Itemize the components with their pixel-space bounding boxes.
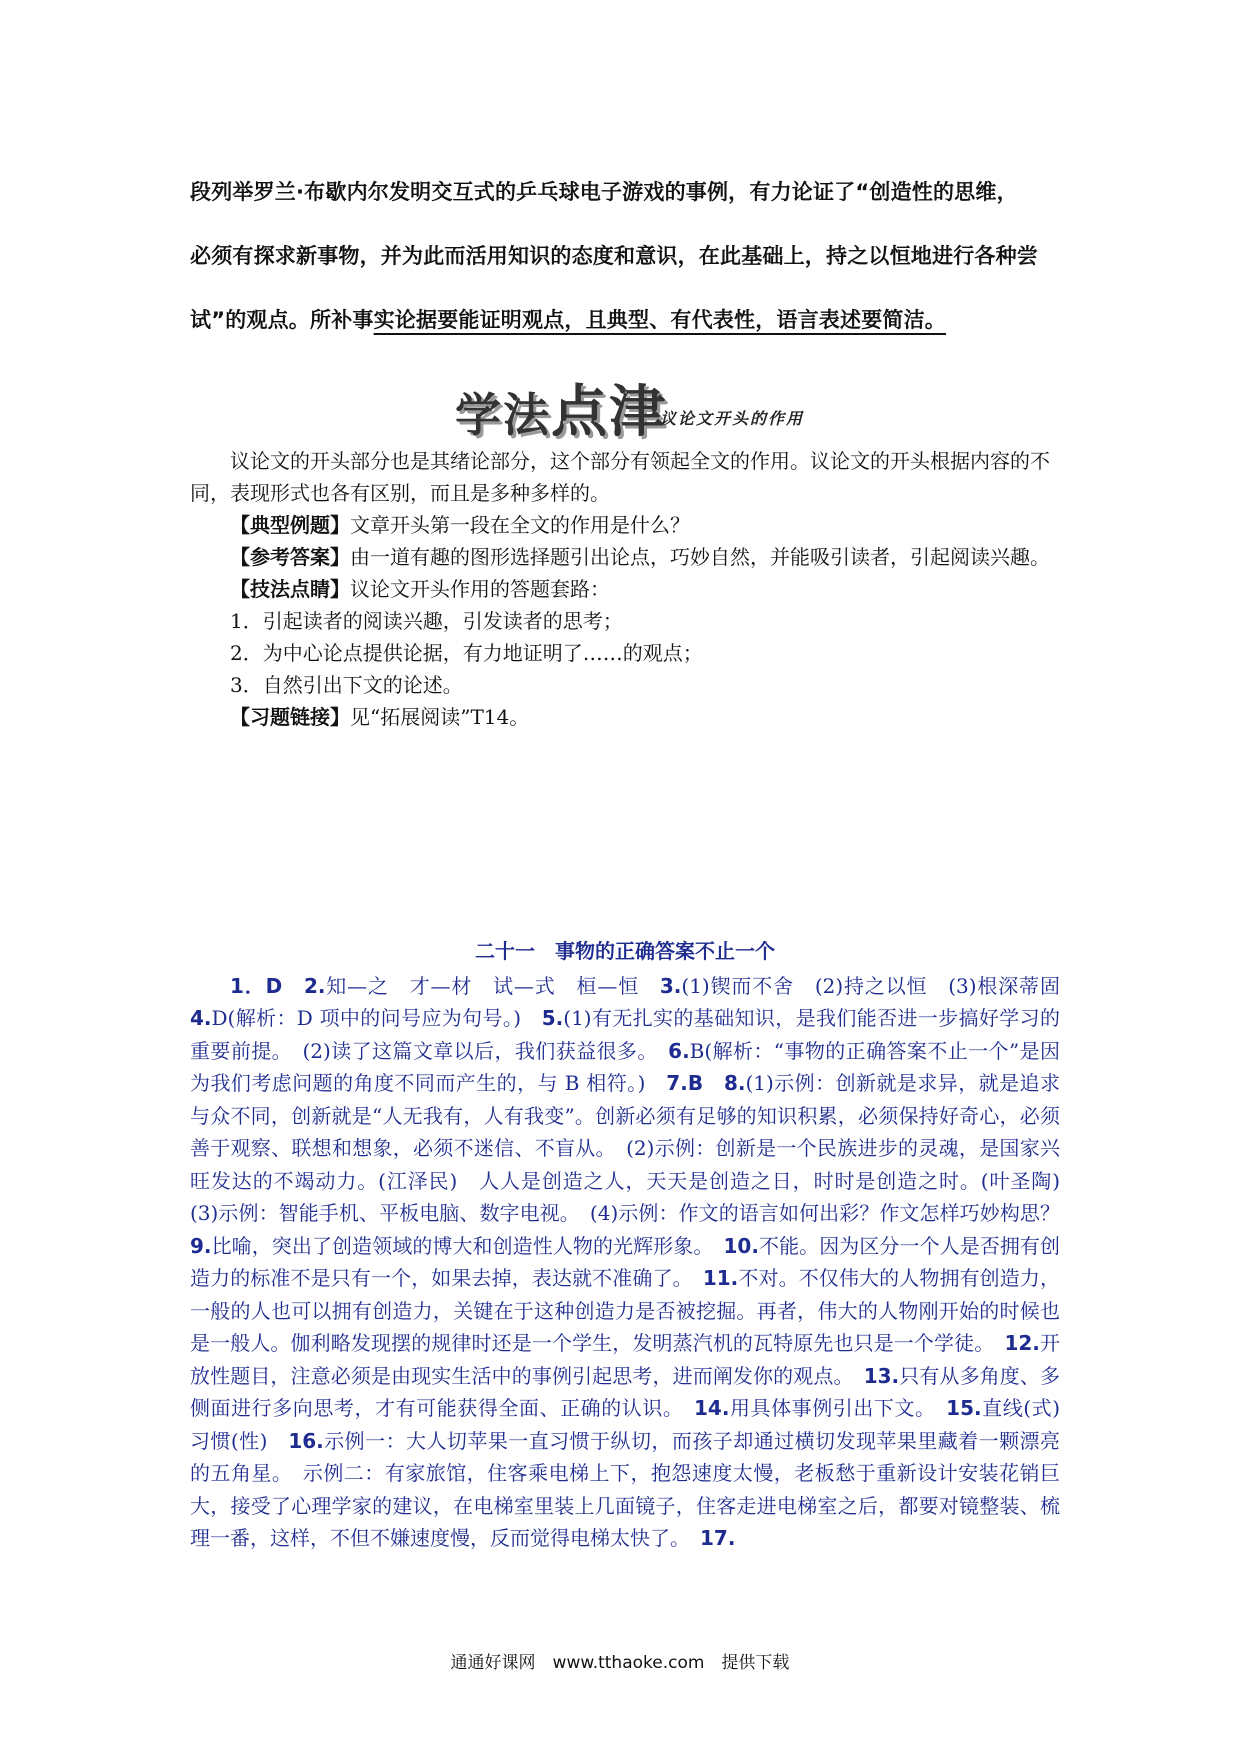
answer-key-body: 1．D 2.知—之 才—材 试—式 桓—恒 3.(1)锲而不舍 (2)持之以恒 (3)根深蒂固 4.D(解析：D 项中的问号应为句号。) 5.(1)有无扎实的基础知识，是我们能否进一步搞好学习的重要前提。 (2)读了这篇文章以后，我们获益很多。 6.B(解析：“事物的正确答案不止一个”是因为我们考虑问题的角度不同而产生的，与 B 相符。) 7.B 8.(1)示例：创新就是求异，就是追求与众不同，创新就是“人无我有，人有我变”。创新必须有足够的知识积累，必须保持好奇心，必须善于观察、联想和想象，必须不迷信、不盲从。 (2)示例：创新是一个民族进步的灵魂，是国家兴旺发达的不竭动力。(江泽民) 人人是创造之人，天天是创造之日，时时是创造之时。(叶圣陶) (3)示例：智能手机、平板电脑、数字电视。 (4)示例：作文的语言如何出彩？作文怎样巧妙构思？ 9.比喻，突出了创造领域的博大和创造性人物的光辉形象。 10.不能。因为区分一个人是否拥有创造力的标准不是只有一个，如果去掉，表达就不准确了。 11.不对。不仅伟大的人物拥有创造力，一般的人也可以拥有创造力，关键在于这种创造力是否被挖掘。再者，伟大的人物刚开始的时候也是一般人。伽利略发现摆的规律时还是一个学生，发明蒸汽机的瓦特原先也只是一个学徒。 12.开放性题目，注意必须是由现实生活中的事例引起思考，进而阐发你的观点。 13.只有从多角度、多侧面进行多向思考，才有可能获得全面、正确的认识。 14.用具体事例引出下文。 15.直线(式) 习惯(性) 16.示例一：大人切苹果一直习惯于纵切，而孩子却通过横切发现苹果里藏着一颗漂亮的五角星。 示例二：有家旅馆，住客乘电梯上下，抱怨速度太慢，老板愁于重新设计安装花销巨大，接受了心理学家的建议，在电梯室里装上几面镜子，住客走进电梯室之后，都要对镜整装、梳理一番，这样，不但不嫌速度慢，反而觉得电梯太快了。 17. bbox=[190, 973, 1080, 1550]
intro-paragraph bbox=[190, 160, 1060, 352]
tip-item: 2．为中心论点提供论据，有力地证明了……的观点； bbox=[230, 641, 703, 665]
example-question: 【典型例题】文章开头第一段在全文的作用是什么？ bbox=[230, 513, 690, 537]
banner-subtitle: 议论文开头的作用 bbox=[660, 409, 805, 428]
method-intro: 议论文的开头部分也是其绪论部分，这个部分有领起全文的作用。议论文的开头根据内容的不同，表现形式也各有区别，而且是多种多样的。 bbox=[190, 449, 1050, 505]
intro-line: 必须有探求新事物，并为此而活用知识的态度和意识，在此基础上，持之以恒地进行各种尝 bbox=[190, 244, 1038, 268]
intro-line bbox=[190, 288, 1060, 352]
exercise-link: 【习题链接】见“拓展阅读”T14。 bbox=[230, 705, 530, 729]
method-section bbox=[190, 445, 1060, 733]
page-footer: 通通好课网 www.tthaoke.com 提供下载 bbox=[450, 1653, 790, 1673]
intro-underlined-text: 实论据要能证明观点，且典型、有代表性，语言表述要简洁。 bbox=[373, 308, 947, 332]
intro-line: 段列举罗兰·布歇内尔发明交互式的乒乓球电子游戏的事例，有力论证了“创造性的思维， bbox=[190, 180, 1018, 204]
banner-title: 学法点津 bbox=[455, 380, 667, 445]
answer-key-title: 二十一 事物的正确答案不止一个 bbox=[475, 939, 775, 963]
answer-key bbox=[190, 935, 1080, 1555]
study-method-banner bbox=[455, 368, 855, 445]
tip-item: 3．自然引出下文的论述。 bbox=[230, 673, 463, 697]
intro-text: 试”的观点。所补事 bbox=[190, 308, 374, 332]
reference-answer: 【参考答案】由一道有趣的图形选择题引出论点，巧妙自然，并能吸引读者，引起阅读兴趣。 bbox=[230, 545, 1050, 569]
tip-item: 1．引起读者的阅读兴趣，引发读者的思考； bbox=[230, 609, 623, 633]
technique-tips: 【技法点睛】议论文开头作用的答题套路： bbox=[230, 577, 610, 601]
